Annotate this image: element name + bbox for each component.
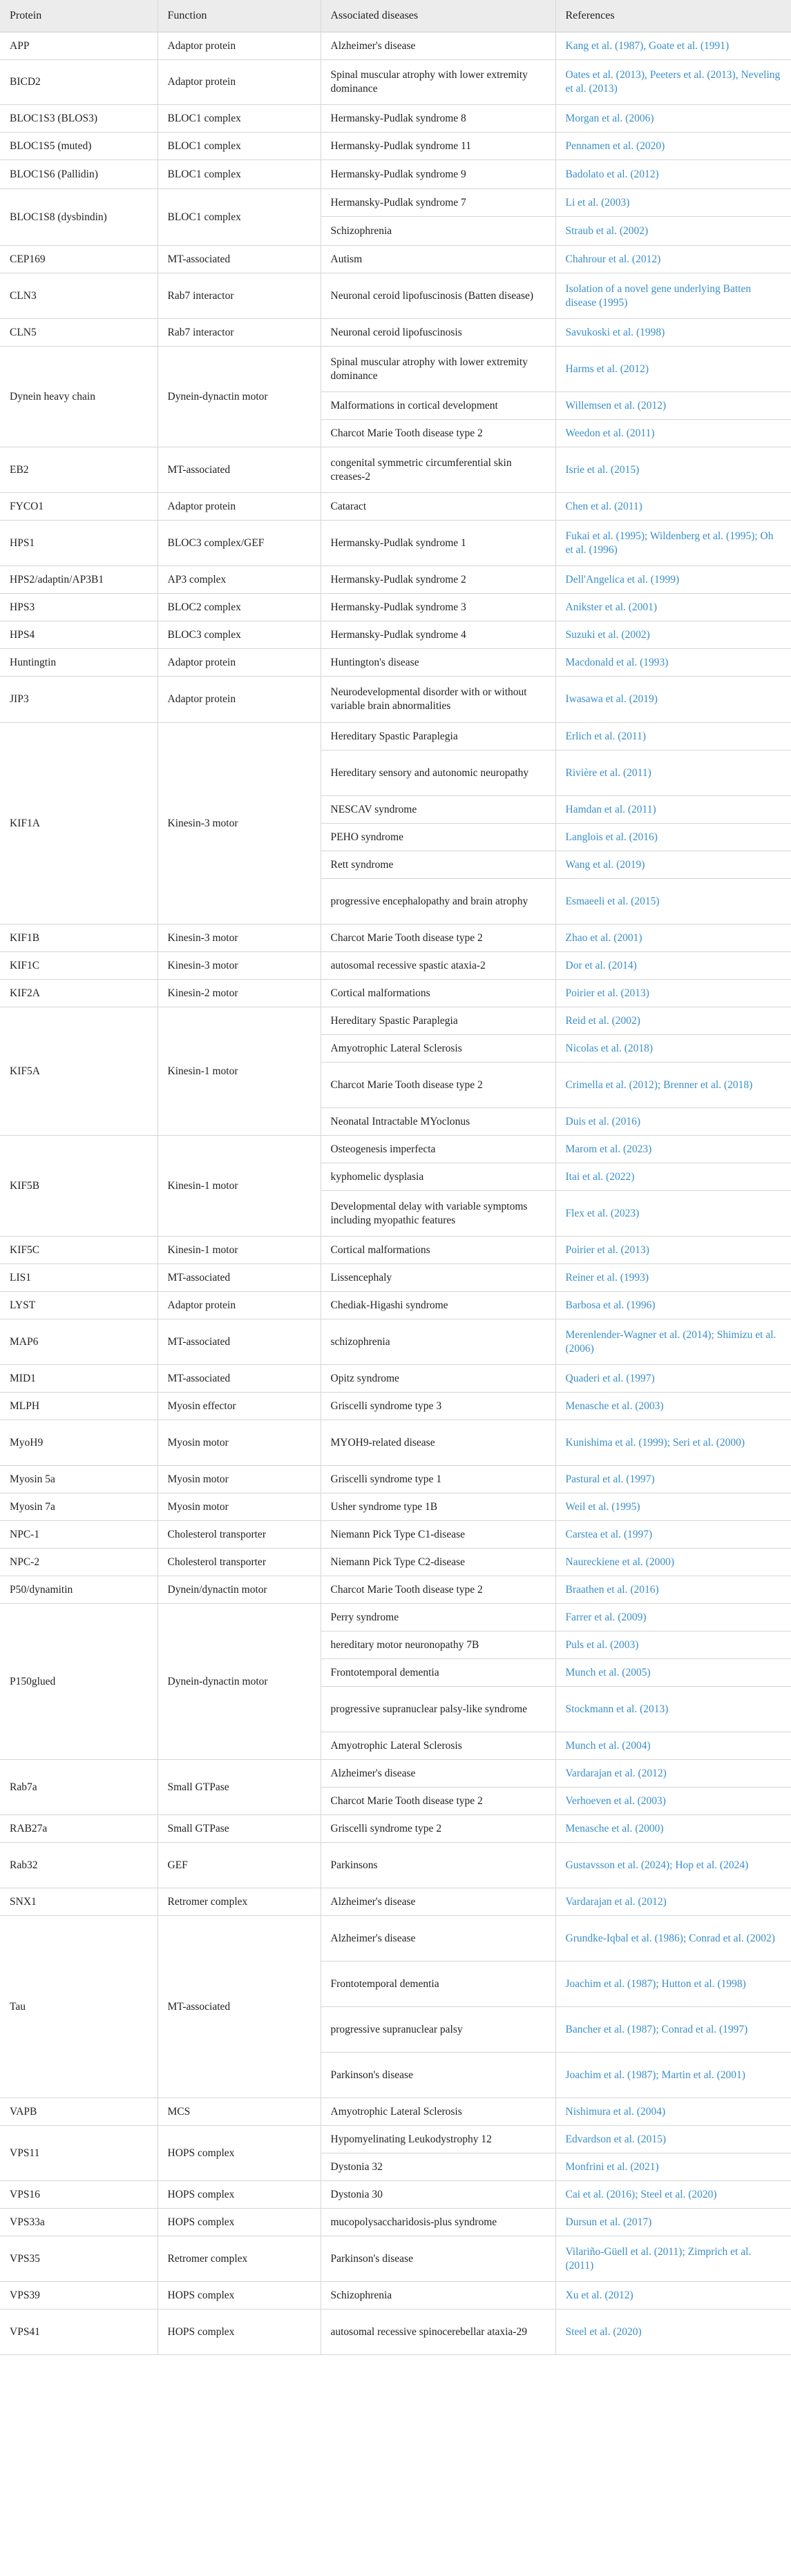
protein-cell: SNX1: [0, 1888, 158, 1916]
disease-cell: Alzheimer's disease: [321, 1916, 555, 1962]
reference-link[interactable]: Menasche et al. (2000): [555, 1815, 791, 1843]
reference-link[interactable]: Fukai et al. (1995); Wildenberg et al. (1995); Oh et al. (1996): [555, 521, 791, 566]
function-cell: HOPS complex: [158, 2309, 321, 2355]
disease-cell: Perry syndrome: [321, 1604, 555, 1631]
disease-cell: Rett syndrome: [321, 851, 555, 879]
reference-link[interactable]: Nicolas et al. (2018): [555, 1035, 791, 1063]
reference-link[interactable]: Nishimura et al. (2004): [555, 2098, 791, 2126]
function-cell: Retromer complex: [158, 2236, 321, 2282]
disease-cell: Parkinson's disease: [321, 2053, 555, 2098]
table-row: [0, 1237, 791, 1264]
reference-link[interactable]: Iwasawa et al. (2019): [555, 677, 791, 723]
function-cell: Retromer complex: [158, 1888, 321, 1916]
protein-cell: Rab32: [0, 1843, 158, 1888]
table-row: [0, 1760, 791, 1788]
disease-cell: Neurodevelopmental disorder with or without variable brain abnormalities: [321, 677, 555, 723]
protein-cell: KIF5B: [0, 1136, 158, 1237]
disease-cell: Malformations in cortical development: [321, 392, 555, 420]
function-cell: MT-associated: [158, 1916, 321, 2098]
disease-cell: mucopolysaccharidosis-plus syndrome: [321, 2209, 555, 2236]
protein-cell: APP: [0, 32, 158, 60]
table-row: [0, 1264, 791, 1292]
disease-cell: PEHO syndrome: [321, 824, 555, 851]
disease-cell: Charcot Marie Tooth disease type 2: [321, 1576, 555, 1604]
protein-cell: VPS41: [0, 2309, 158, 2355]
function-cell: Myosin motor: [158, 1493, 321, 1521]
function-cell: Dynein-dynactin motor: [158, 347, 321, 447]
disease-cell: Niemann Pick Type C2-disease: [321, 1549, 555, 1576]
disease-cell: Alzheimer's disease: [321, 1760, 555, 1788]
reference-link[interactable]: Quaderi et al. (1997): [555, 1365, 791, 1393]
disease-cell: Schizophrenia: [321, 217, 555, 246]
protein-cell: VPS11: [0, 2126, 158, 2181]
disease-cell: Chediak-Higashi syndrome: [321, 1292, 555, 1319]
reference-link[interactable]: Straub et al. (2002): [555, 217, 791, 246]
disease-cell: kyphomelic dysplasia: [321, 1163, 555, 1191]
disease-cell: Opitz syndrome: [321, 1365, 555, 1393]
reference-link[interactable]: Bancher et al. (1987); Conrad et al. (1997): [555, 2007, 791, 2053]
disease-cell: Amyotrophic Lateral Sclerosis: [321, 2098, 555, 2126]
reference-link[interactable]: Kunishima et al. (1999); Seri et al. (2000): [555, 1420, 791, 1466]
protein-cell: MAP6: [0, 1319, 158, 1365]
disease-cell: Hermansky-Pudlak syndrome 3: [321, 594, 555, 621]
table-row: [0, 677, 791, 723]
table-row: [0, 1420, 791, 1466]
reference-link[interactable]: Savukoski et al. (1998): [555, 319, 791, 347]
reference-link[interactable]: Chen et al. (2011): [555, 493, 791, 521]
table-row: [0, 133, 791, 160]
disease-cell: Alzheimer's disease: [321, 32, 555, 60]
function-cell: Kinesin-3 motor: [158, 924, 321, 952]
protein-cell: EB2: [0, 447, 158, 493]
function-cell: MCS: [158, 2098, 321, 2126]
protein-cell: HPS3: [0, 594, 158, 621]
table-row: [0, 1549, 791, 1576]
function-cell: BLOC3 complex/GEF: [158, 521, 321, 566]
disease-cell: Griscelli syndrome type 1: [321, 1466, 555, 1493]
disease-cell: Lissencephaly: [321, 1264, 555, 1292]
disease-cell: autosomal recessive spinocerebellar ataxia-29: [321, 2309, 555, 2355]
table-row: [0, 1136, 791, 1163]
protein-cell: JIP3: [0, 677, 158, 723]
disease-cell: Hypomyelinating Leukodystrophy 12: [321, 2126, 555, 2153]
protein-cell: MyoH9: [0, 1420, 158, 1466]
function-cell: Kinesin-3 motor: [158, 723, 321, 924]
protein-cell: MID1: [0, 1365, 158, 1393]
function-cell: BLOC1 complex: [158, 160, 321, 189]
reference-link[interactable]: Hamdan et al. (2011): [555, 796, 791, 824]
function-cell: Rab7 interactor: [158, 273, 321, 319]
reference-link[interactable]: Vardarajan et al. (2012): [555, 1888, 791, 1916]
disease-cell: Spinal muscular atrophy with lower extremity dominance: [321, 347, 555, 392]
function-cell: AP3 complex: [158, 566, 321, 594]
protein-cell: HPS2/adaptin/AP3B1: [0, 566, 158, 594]
table-row: [0, 566, 791, 594]
function-cell: Cholesterol transporter: [158, 1549, 321, 1576]
protein-cell: VPS35: [0, 2236, 158, 2282]
function-cell: Myosin effector: [158, 1393, 321, 1420]
disease-cell: Hermansky-Pudlak syndrome 9: [321, 160, 555, 189]
disease-cell: Griscelli syndrome type 2: [321, 1815, 555, 1843]
disease-cell: Amyotrophic Lateral Sclerosis: [321, 1035, 555, 1063]
function-cell: Dynein-dynactin motor: [158, 1604, 321, 1760]
table-row: [0, 1393, 791, 1420]
reference-link[interactable]: Verhoeven et al. (2003): [555, 1788, 791, 1815]
disease-cell: Autism: [321, 246, 555, 273]
disease-cell: Hermansky-Pudlak syndrome 4: [321, 621, 555, 649]
disease-cell: Usher syndrome type 1B: [321, 1493, 555, 1521]
table-row: [0, 649, 791, 677]
function-cell: Adaptor protein: [158, 60, 321, 105]
protein-cell: Myosin 7a: [0, 1493, 158, 1521]
reference-link[interactable]: Isrie et al. (2015): [555, 447, 791, 493]
table-row: [0, 924, 791, 952]
disease-cell: Alzheimer's disease: [321, 1888, 555, 1916]
table-row: [0, 1319, 791, 1365]
reference-link[interactable]: Menasche et al. (2003): [555, 1393, 791, 1420]
disease-cell: Spinal muscular atrophy with lower extremity dominance: [321, 60, 555, 105]
function-cell: GEF: [158, 1843, 321, 1888]
table-header: [0, 0, 791, 32]
table-row: [0, 493, 791, 521]
reference-link[interactable]: Naureckiene et al. (2000): [555, 1549, 791, 1576]
table-row: [0, 273, 791, 319]
reference-link[interactable]: Poirier et al. (2013): [555, 1237, 791, 1264]
reference-link[interactable]: Duis et al. (2016): [555, 1108, 791, 1136]
reference-link[interactable]: Zhao et al. (2001): [555, 924, 791, 952]
reference-link[interactable]: Crimella et al. (2012); Brenner et al. (2018): [555, 1063, 791, 1108]
table-row: [0, 189, 791, 217]
reference-link[interactable]: Reid et al. (2002): [555, 1007, 791, 1035]
protein-cell: RAB27a: [0, 1815, 158, 1843]
disease-cell: Charcot Marie Tooth disease type 2: [321, 924, 555, 952]
disease-cell: Hermansky-Pudlak syndrome 8: [321, 105, 555, 133]
function-cell: MT-associated: [158, 447, 321, 493]
protein-cell: P50/dynamitin: [0, 1576, 158, 1604]
function-cell: MT-associated: [158, 246, 321, 273]
header-references: References: [555, 0, 791, 32]
reference-link[interactable]: Chahrour et al. (2012): [555, 246, 791, 273]
protein-cell: BICD2: [0, 60, 158, 105]
protein-cell: Rab7a: [0, 1760, 158, 1815]
table-row: [0, 1843, 791, 1888]
protein-cell: KIF1C: [0, 952, 158, 980]
table-row: [0, 160, 791, 189]
reference-link[interactable]: Badolato et al. (2012): [555, 160, 791, 189]
reference-link[interactable]: Merenlender-Wagner et al. (2014); Shimizu et al. (2006): [555, 1319, 791, 1365]
protein-cell: BLOC1S3 (BLOS3): [0, 105, 158, 133]
protein-cell: VPS16: [0, 2181, 158, 2209]
protein-cell: BLOC1S5 (muted): [0, 133, 158, 160]
reference-link[interactable]: Erlich et al. (2011): [555, 723, 791, 750]
protein-cell: CLN5: [0, 319, 158, 347]
disease-cell: Griscelli syndrome type 3: [321, 1393, 555, 1420]
protein-cell: CEP169: [0, 246, 158, 273]
reference-link[interactable]: Kang et al. (1987), Goate et al. (1991): [555, 32, 791, 60]
table-row: [0, 60, 791, 105]
reference-link[interactable]: Willemsen et al. (2012): [555, 392, 791, 420]
reference-link[interactable]: Weil et al. (1995): [555, 1493, 791, 1521]
table-row: [0, 2282, 791, 2309]
protein-cell: KIF1B: [0, 924, 158, 952]
protein-cell: BLOC1S6 (Pallidin): [0, 160, 158, 189]
header-row: [0, 0, 791, 32]
header-protein: Protein: [0, 0, 158, 32]
protein-cell: NPC-2: [0, 1549, 158, 1576]
function-cell: HOPS complex: [158, 2181, 321, 2209]
reference-link[interactable]: Steel et al. (2020): [555, 2309, 791, 2355]
disease-cell: Cataract: [321, 493, 555, 521]
reference-link[interactable]: Munch et al. (2004): [555, 1732, 791, 1760]
reference-link[interactable]: Dell'Angelica et al. (1999): [555, 566, 791, 594]
reference-link[interactable]: Macdonald et al. (1993): [555, 649, 791, 677]
disease-cell: Hereditary sensory and autonomic neuropathy: [321, 750, 555, 796]
disease-cell: Developmental delay with variable symptoms including myopathic features: [321, 1191, 555, 1237]
reference-link[interactable]: Harms et al. (2012): [555, 347, 791, 392]
disease-cell: MYOH9-related disease: [321, 1420, 555, 1466]
reference-link[interactable]: Dor et al. (2014): [555, 952, 791, 980]
reference-link[interactable]: Vardarajan et al. (2012): [555, 1760, 791, 1788]
table-row: [0, 246, 791, 273]
table-row: [0, 319, 791, 347]
disease-cell: Niemann Pick Type C1-disease: [321, 1521, 555, 1549]
protein-cell: VPS39: [0, 2282, 158, 2309]
reference-link[interactable]: Poirier et al. (2013): [555, 980, 791, 1007]
protein-cell: LIS1: [0, 1264, 158, 1292]
reference-link[interactable]: Oates et al. (2013), Peeters et al. (2013), Neveling et al. (2013): [555, 60, 791, 105]
function-cell: Adaptor protein: [158, 32, 321, 60]
reference-link[interactable]: Wang et al. (2019): [555, 851, 791, 879]
reference-link[interactable]: Stockmann et al. (2013): [555, 1687, 791, 1732]
table-row: [0, 621, 791, 649]
function-cell: Kinesin-3 motor: [158, 952, 321, 980]
disease-cell: Cortical malformations: [321, 1237, 555, 1264]
protein-cell: Huntingtin: [0, 649, 158, 677]
function-cell: Cholesterol transporter: [158, 1521, 321, 1549]
protein-cell: HPS1: [0, 521, 158, 566]
table-row: [0, 2181, 791, 2209]
function-cell: BLOC1 complex: [158, 189, 321, 246]
table-row: [0, 447, 791, 493]
reference-link[interactable]: Gustavsson et al. (2024); Hop et al. (2024): [555, 1843, 791, 1888]
reference-link[interactable]: Farrer et al. (2009): [555, 1604, 791, 1631]
table-row: [0, 521, 791, 566]
reference-link[interactable]: Vilariño-Güell et al. (2011); Zimprich et al. (2011): [555, 2236, 791, 2282]
function-cell: Small GTPase: [158, 1815, 321, 1843]
function-cell: HOPS complex: [158, 2126, 321, 2181]
protein-cell: FYCO1: [0, 493, 158, 521]
protein-cell: LYST: [0, 1292, 158, 1319]
protein-cell: KIF5A: [0, 1007, 158, 1136]
disease-cell: progressive encephalopathy and brain atrophy: [321, 879, 555, 924]
table-row: [0, 2309, 791, 2355]
function-cell: Adaptor protein: [158, 1292, 321, 1319]
protein-cell: HPS4: [0, 621, 158, 649]
disease-cell: Neuronal ceroid lipofuscinosis: [321, 319, 555, 347]
function-cell: MT-associated: [158, 1264, 321, 1292]
protein-cell: KIF5C: [0, 1237, 158, 1264]
reference-link[interactable]: Rivière et al. (2011): [555, 750, 791, 796]
protein-cell: MLPH: [0, 1393, 158, 1420]
protein-cell: KIF2A: [0, 980, 158, 1007]
disease-cell: Parkinson's disease: [321, 2236, 555, 2282]
reference-link[interactable]: Munch et al. (2005): [555, 1659, 791, 1687]
table-row: [0, 2209, 791, 2236]
reference-link[interactable]: Marom et al. (2023): [555, 1136, 791, 1163]
table-row: [0, 32, 791, 60]
table-row: [0, 1007, 791, 1035]
function-cell: Myosin motor: [158, 1420, 321, 1466]
protein-cell: P150glued: [0, 1604, 158, 1760]
table-row: [0, 1815, 791, 1843]
disease-cell: schizophrenia: [321, 1319, 555, 1365]
disease-cell: autosomal recessive spastic ataxia-2: [321, 952, 555, 980]
disease-cell: Schizophrenia: [321, 2282, 555, 2309]
reference-link[interactable]: Joachim et al. (1987); Hutton et al. (1998): [555, 1962, 791, 2007]
disease-cell: Hereditary Spastic Paraplegia: [321, 1007, 555, 1035]
protein-cell: BLOC1S8 (dysbindin): [0, 189, 158, 246]
reference-link[interactable]: Puls et al. (2003): [555, 1631, 791, 1659]
reference-link[interactable]: Dursun et al. (2017): [555, 2209, 791, 2236]
disease-cell: Neonatal Intractable MYoclonus: [321, 1108, 555, 1136]
disease-cell: Amyotrophic Lateral Sclerosis: [321, 1732, 555, 1760]
disease-cell: Hermansky-Pudlak syndrome 2: [321, 566, 555, 594]
disease-cell: congenital symmetric circumferential skin creases-2: [321, 447, 555, 493]
header-diseases: Associated diseases: [321, 0, 555, 32]
reference-link[interactable]: Flex et al. (2023): [555, 1191, 791, 1237]
function-cell: Adaptor protein: [158, 649, 321, 677]
table-row: [0, 723, 791, 750]
reference-link[interactable]: Isolation of a novel gene underlying Batten disease (1995): [555, 273, 791, 319]
reference-link[interactable]: Grundke-Iqbal et al. (1986); Conrad et al. (2002): [555, 1916, 791, 1962]
disease-cell: Hermansky-Pudlak syndrome 7: [321, 189, 555, 217]
function-cell: Adaptor protein: [158, 677, 321, 723]
table-row: [0, 105, 791, 133]
table-row: [0, 1521, 791, 1549]
reference-link[interactable]: Li et al. (2003): [555, 189, 791, 217]
table-row: [0, 1466, 791, 1493]
function-cell: Small GTPase: [158, 1760, 321, 1815]
protein-cell: VPS33a: [0, 2209, 158, 2236]
reference-link[interactable]: Pennamen et al. (2020): [555, 133, 791, 160]
function-cell: Dynein/dynactin motor: [158, 1576, 321, 1604]
table-row: [0, 2098, 791, 2126]
table-row: [0, 2126, 791, 2153]
disease-cell: Huntington's disease: [321, 649, 555, 677]
reference-link[interactable]: Reiner et al. (1993): [555, 1264, 791, 1292]
disease-cell: Frontotemporal dementia: [321, 1659, 555, 1687]
disease-cell: Charcot Marie Tooth disease type 2: [321, 1063, 555, 1108]
table-body: [0, 32, 791, 2355]
table-row: [0, 2236, 791, 2282]
function-cell: MT-associated: [158, 1365, 321, 1393]
reference-link[interactable]: Monfrini et al. (2021): [555, 2153, 791, 2181]
disease-cell: Dystonia 30: [321, 2181, 555, 2209]
disease-cell: Charcot Marie Tooth disease type 2: [321, 420, 555, 447]
header-function: Function: [158, 0, 321, 32]
reference-link[interactable]: Weedon et al. (2011): [555, 420, 791, 447]
disease-cell: Frontotemporal dementia: [321, 1962, 555, 2007]
reference-link[interactable]: Morgan et al. (2006): [555, 105, 791, 133]
function-cell: Kinesin-1 motor: [158, 1237, 321, 1264]
disease-cell: hereditary motor neuronopathy 7B: [321, 1631, 555, 1659]
reference-link[interactable]: Anikster et al. (2001): [555, 594, 791, 621]
table-row: [0, 1576, 791, 1604]
reference-link[interactable]: Xu et al. (2012): [555, 2282, 791, 2309]
table-row: [0, 1916, 791, 1962]
protein-cell: KIF1A: [0, 723, 158, 924]
table-row: [0, 1292, 791, 1319]
reference-link[interactable]: Joachim et al. (1987); Martin et al. (2001): [555, 2053, 791, 2098]
protein-cell: Myosin 5a: [0, 1466, 158, 1493]
function-cell: BLOC1 complex: [158, 105, 321, 133]
protein-cell: Dynein heavy chain: [0, 347, 158, 447]
reference-link[interactable]: Braathen et al. (2016): [555, 1576, 791, 1604]
disease-cell: Charcot Marie Tooth disease type 2: [321, 1788, 555, 1815]
reference-link[interactable]: Edvardson et al. (2015): [555, 2126, 791, 2153]
reference-link[interactable]: Esmaeeli et al. (2015): [555, 879, 791, 924]
reference-link[interactable]: Barbosa et al. (1996): [555, 1292, 791, 1319]
function-cell: Kinesin-1 motor: [158, 1136, 321, 1237]
disease-cell: Dystonia 32: [321, 2153, 555, 2181]
protein-cell: Tau: [0, 1916, 158, 2098]
disease-cell: Cortical malformations: [321, 980, 555, 1007]
table-row: [0, 952, 791, 980]
function-cell: Adaptor protein: [158, 493, 321, 521]
disease-cell: progressive supranuclear palsy: [321, 2007, 555, 2053]
table-row: [0, 347, 791, 392]
table-row: [0, 1493, 791, 1521]
disease-cell: Hermansky-Pudlak syndrome 1: [321, 521, 555, 566]
reference-link[interactable]: Suzuki et al. (2002): [555, 621, 791, 649]
function-cell: Rab7 interactor: [158, 319, 321, 347]
reference-link[interactable]: Itai et al. (2022): [555, 1163, 791, 1191]
table-row: [0, 594, 791, 621]
disease-cell: Hereditary Spastic Paraplegia: [321, 723, 555, 750]
reference-link[interactable]: Carstea et al. (1997): [555, 1521, 791, 1549]
reference-link[interactable]: Pastural et al. (1997): [555, 1466, 791, 1493]
table-row: [0, 1365, 791, 1393]
function-cell: BLOC3 complex: [158, 621, 321, 649]
function-cell: MT-associated: [158, 1319, 321, 1365]
function-cell: Myosin motor: [158, 1466, 321, 1493]
function-cell: HOPS complex: [158, 2282, 321, 2309]
disease-cell: Parkinsons: [321, 1843, 555, 1888]
reference-link[interactable]: Cai et al. (2016); Steel et al. (2020): [555, 2181, 791, 2209]
function-cell: BLOC2 complex: [158, 594, 321, 621]
disease-cell: Hermansky-Pudlak syndrome 11: [321, 133, 555, 160]
function-cell: Kinesin-1 motor: [158, 1007, 321, 1136]
table-row: [0, 1888, 791, 1916]
protein-cell: CLN3: [0, 273, 158, 319]
reference-link[interactable]: Langlois et al. (2016): [555, 824, 791, 851]
disease-cell: Osteogenesis imperfecta: [321, 1136, 555, 1163]
disease-cell: NESCAV syndrome: [321, 796, 555, 824]
disease-cell: progressive supranuclear palsy-like syndrome: [321, 1687, 555, 1732]
function-cell: BLOC1 complex: [158, 133, 321, 160]
function-cell: Kinesin-2 motor: [158, 980, 321, 1007]
function-cell: HOPS complex: [158, 2209, 321, 2236]
protein-cell: NPC-1: [0, 1521, 158, 1549]
table-row: [0, 1604, 791, 1631]
table-row: [0, 980, 791, 1007]
protein-cell: VAPB: [0, 2098, 158, 2126]
disease-cell: Neuronal ceroid lipofuscinosis (Batten disease): [321, 273, 555, 319]
